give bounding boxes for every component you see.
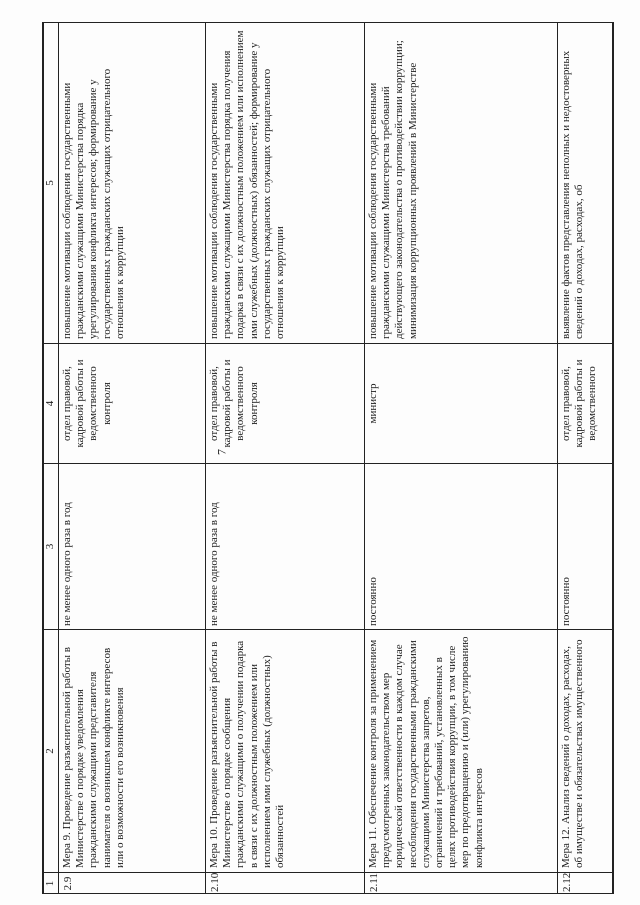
- deadline-cell: не менее одного раза в год: [59, 464, 206, 630]
- table-row: [59, 23, 206, 895]
- row-number: 2.9: [59, 873, 206, 895]
- result-cell: повышение мотивации соблюдения государственными гражданскими служащими Министерства требований действующего законодательства о противодействии коррупции; минимизация коррупционных проявлений в Министерстве: [365, 23, 558, 344]
- result-cell: повышение мотивации соблюдения государственными гражданскими служащими Министерства порядка урегулирования конфликта интересов; формирование у государственных гражданских служащих отрицательного отношения к коррупции: [59, 23, 206, 344]
- measure-cell: Мера 10. Проведение разъяснительной работы в Министерстве о порядке сообщения гражданскими служащими о получении подарка в связи с их должностным положением или исполнением ими служебных (должностных) обязанностей: [206, 630, 365, 873]
- measure-cell: Мера 12. Анализ сведений о доходах, расходах, об имуществе и обязательствах имущественного: [558, 630, 613, 873]
- column-header: 5: [44, 23, 59, 344]
- row-number: 2.12: [558, 873, 613, 895]
- responsible-cell: отдел правовой, кадровой работы и ведомственного контроля: [206, 344, 365, 464]
- column-header: 1: [44, 873, 59, 895]
- measure-cell: Мера 11. Обеспечение контроля за применением предусмотренных законодательством мер юридической ответственности в каждом случае несоблюдения государственными гражданскими служащими Министерства запретов, ограничений и требований, установленных в целях противодействия коррупции, в том числе мер по предотвращению и (или) урегулированию конфликта интересов: [365, 630, 558, 873]
- table-row: [558, 23, 613, 895]
- table-row: [365, 23, 558, 895]
- responsible-cell: отдел правовой, кадровой работы и ведомственного: [558, 344, 613, 464]
- measures-table: [42, 22, 614, 894]
- column-header: 3: [44, 464, 59, 630]
- column-header: 4: [44, 344, 59, 464]
- responsible-cell: отдел правовой, кадровой работы и ведомственного контроля: [59, 344, 206, 464]
- responsible-cell: министр: [365, 344, 558, 464]
- page-number: 7: [214, 449, 229, 455]
- result-cell: выявление фактов представления неполных и недостоверных сведений о доходах, расходах, об: [558, 23, 613, 344]
- deadline-cell: не менее одного раза в год: [206, 464, 365, 630]
- column-header: 2: [44, 630, 59, 873]
- row-number: 2.10: [206, 873, 365, 895]
- table-row: [206, 23, 365, 895]
- table-header-row: [44, 23, 59, 895]
- deadline-cell: постоянно: [365, 464, 558, 630]
- measure-cell: Мера 9. Проведение разъяснительной работы в Министерстве о порядке уведомления гражданскими служащими представителя нанимателя о возникшем конфликте интересов или о возможности его возникновения: [59, 630, 206, 873]
- result-cell: повышение мотивации соблюдения государственными гражданскими служащими Министерства порядка получения подарка в связи с их должностным положением или исполнением ими служебных (должностных) обязанностей; формирование у государственных гражданских служащих отрицательного отношения к коррупции: [206, 23, 365, 344]
- deadline-cell: постоянно: [558, 464, 613, 630]
- row-number: 2.11: [365, 873, 558, 895]
